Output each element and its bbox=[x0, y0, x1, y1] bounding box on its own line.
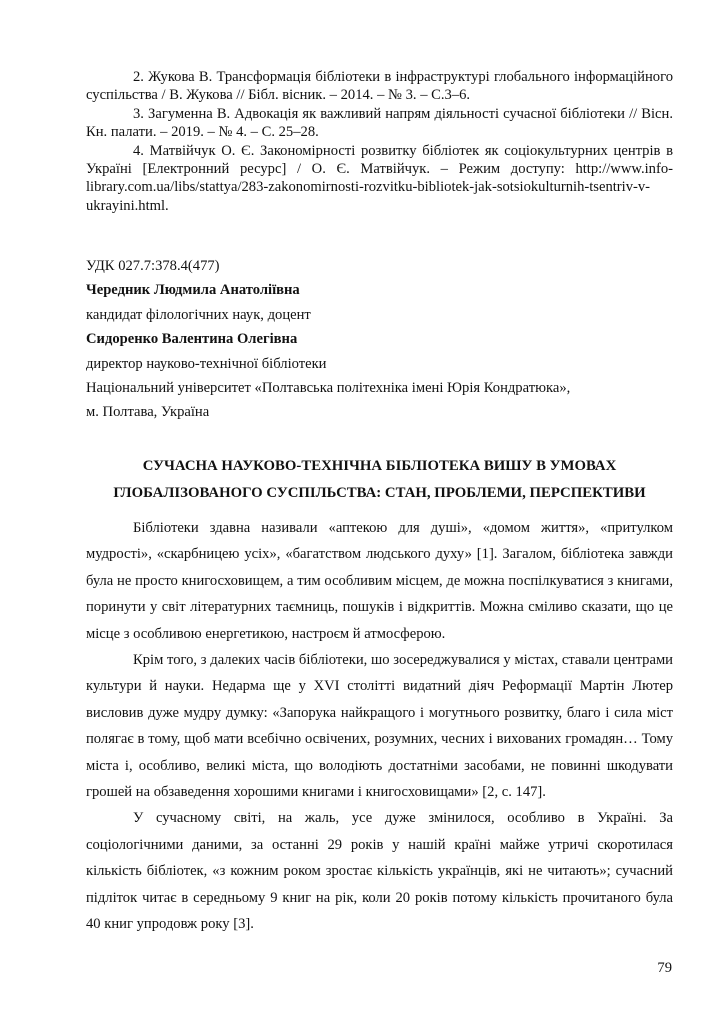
reference-list bbox=[86, 68, 673, 215]
article-title bbox=[86, 453, 673, 507]
paragraph: Крім того, з далеких часів бібліотеки, шо зосереджувалися у містах, ставали центрами культури й науки. Недарма ще у XVI столітті видатний діяч Реформації Мартін Лютер висловив дуже мудру думку: «Запорука найкращого і могутнього розвитку, благо і сила міст полягає в тому, щоб мати всебічно освічених, розумних, чесних і вихованих громадян… Тому міста і, особливо, великі міста, що володіють достатніми засобами, не повинні шкодувати грошей на обзаведення хорошими книгами і книгосховищами» [2, с. 147]. bbox=[86, 652, 673, 801]
reference-item: 3. Загуменна В. Адвокація як важливий напрям діяльності сучасної бібліотеки // Вісн. Кн. палати. – 2019. – № 4. – С. 25–28. bbox=[86, 105, 673, 141]
paragraph: У сучасному світі, на жаль, усе дуже змінилося, особливо в Україні. За соціологічними даними, за останні 29 років у нашій країні майже утричі скоротилася кількість бібліотек, «з кожним роком зростає кількість українців, які не читають»; сучасний підліток читає в середньому 9 книг на рік, коли 20 років потому кількість прочитаного була 40 книг упродовж року [3]. bbox=[86, 810, 673, 933]
reference-item: 2. Жукова В. Трансформація бібліотеки в інфраструктурі глобального інформаційного суспільства / В. Жукова // Бібл. вісник. – 2014. – № 3. – С.3–6. bbox=[86, 69, 673, 104]
reference-item: 4. Матвійчук О. Є. Закономірності розвитку бібліотек як соціокультурних центрів в Україні [Електронний ресурс] / О. Є. Матвійчук. – Режим доступу: http://www.info-library.com.ua/libs/stattya/283-zakonomirnosti-rozvitku-bibliotek-jak-sotsiokulturnih-tsentriv-v-ukrayini.html. bbox=[86, 142, 673, 214]
udc-code: УДК 027.7:378.4(477) bbox=[86, 258, 220, 274]
author-position: директор науково-технічної бібліотеки bbox=[86, 355, 327, 372]
author-name: Чередник Людмила Анатоліївна bbox=[86, 282, 300, 299]
paragraph: Бібліотеки здавна називали «аптекою для душі», «домом життя», «притулком мудрості», «скарбницею усіх», «багатством людського духу» [1]. Загалом, бібліотека завжди була не просто книгосховищем, а тим особливим місцем, де можна поспілкуватися з книгами, поринути у світ літературних таємниць, пошуків і відкриттів. Можна сміливо сказати, що це місце з особливою енергетикою, настроєм й атмосферою. bbox=[86, 520, 673, 642]
author-position: кандидат філологічних наук, доцент bbox=[86, 306, 311, 323]
title-line: СУЧАСНА НАУКОВО-ТЕХНІЧНА БІБЛІОТЕКА ВИШУ В УМОВАХ bbox=[142, 458, 617, 474]
title-line: ГЛОБАЛІЗОВАНОГО СУСПІЛЬСТВА: СТАН, ПРОБЛЕМИ, ПЕРСПЕКТИВИ bbox=[113, 485, 646, 501]
article-meta bbox=[86, 254, 673, 425]
article-body bbox=[86, 515, 673, 938]
page-number: 79 bbox=[657, 960, 672, 976]
city: м. Полтава, Україна bbox=[86, 404, 210, 421]
author-name: Сидоренко Валентина Олегівна bbox=[86, 331, 298, 348]
affiliation: Національний університет «Полтавська політехніка імені Юрія Кондратюка», bbox=[86, 380, 571, 397]
